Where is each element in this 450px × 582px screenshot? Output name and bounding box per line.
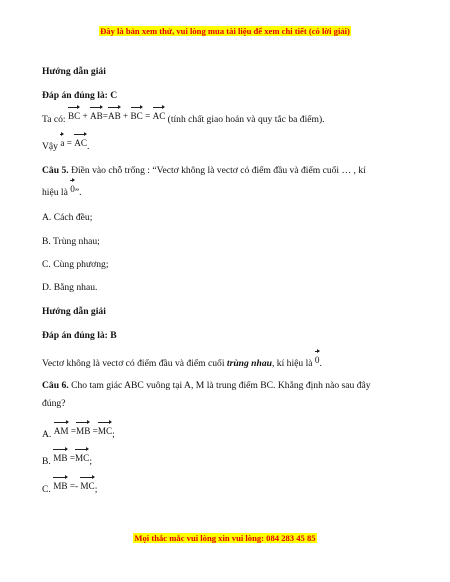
option-6-a-math (54, 426, 112, 436)
contact-banner-text: Mọi thắc mắc vui lòng xin vui lòng: 084 283 45 85 (134, 533, 316, 543)
guide-heading-2: Hướng dẫn giải (42, 306, 106, 317)
option-5-a: A. Cách đều; (42, 212, 93, 223)
zero-vector: 0 (70, 184, 75, 194)
question-5-label: Câu 5. (42, 165, 69, 176)
question-5-line1 (42, 165, 410, 177)
guide1-line1-suffix: (tính chất giao hoán và quy tắc ba điểm). (167, 114, 325, 125)
question-5-text-end: ”. (74, 187, 82, 198)
vector-bc-2: BC (130, 111, 143, 121)
vector-ac-2: AC (74, 138, 88, 148)
option-6-a (42, 428, 410, 441)
semicolon: ; (112, 429, 115, 440)
semicolon: ; (89, 456, 92, 467)
vector-mc: MC (75, 453, 90, 463)
question-5-line2 (42, 186, 410, 199)
question-6-label: Câu 6. (42, 380, 69, 391)
vector-ac: AC (152, 111, 166, 121)
preview-banner (0, 26, 450, 36)
guide1-line1-prefix: Ta có: (42, 114, 66, 125)
option-5-c: C. Cùng phương; (42, 259, 109, 270)
vector-a: a (60, 138, 65, 148)
contact-banner (0, 533, 450, 543)
vector-ab: AB (90, 111, 103, 121)
option-6-c (42, 483, 410, 496)
vector-mc: MC (80, 481, 95, 491)
question-5-text-2: hiệu là (42, 187, 68, 198)
vector-mb: MB (53, 453, 68, 463)
option-6-b-math (53, 453, 89, 463)
equals-sign-2: = (145, 111, 151, 121)
option-letter: C. (42, 484, 51, 495)
guide1-line2 (42, 140, 410, 153)
guide1-line2-prefix: Vậy (42, 141, 58, 152)
explanation-text: Vectơ không là vectơ có điểm đầu và điểm cuối (42, 358, 225, 369)
vector-mb: MB (76, 426, 91, 436)
semicolon: ; (94, 484, 98, 495)
question-6-line1 (42, 380, 410, 392)
guide2-explanation (42, 357, 410, 370)
vector-bc: BC (67, 111, 81, 121)
equals-sign: = (69, 481, 76, 491)
conclusion-equation (60, 138, 87, 148)
equals-sign-2: = (92, 426, 98, 436)
option-6-c-math (53, 481, 94, 491)
plus-sign-2: + (123, 111, 129, 121)
option-letter: B. (42, 456, 51, 467)
equals-sign: = (69, 453, 76, 463)
question-6-line2: đúng? (42, 398, 66, 409)
equals-sign: = (70, 426, 77, 436)
plus-sign: + (82, 111, 88, 121)
option-letter: A. (42, 429, 52, 440)
answer-line-1: Đáp án đúng là: C (42, 90, 118, 101)
vector-ab-2: AB (107, 111, 121, 121)
guide-heading-1: Hướng dẫn giải (42, 66, 106, 77)
question-5-text: Điền vào chỗ trống : “Vectơ không là vectơ có điểm đầu và điểm cuối … , kí (71, 165, 366, 176)
answer-line-2: Đáp án đúng là: B (42, 330, 117, 341)
period: . (87, 141, 90, 152)
vector-mb: MB (53, 481, 68, 491)
equals-sign: = (102, 111, 108, 121)
preview-banner-text: Đây là bản xem thử, vui lòng mua tài liệu để xem chi tiết (có lời giải) (100, 26, 350, 36)
explanation-mid: , kí hiệu là (272, 358, 313, 369)
explanation-end: . (319, 358, 322, 369)
vector-equation (68, 111, 168, 121)
option-6-b (42, 455, 410, 468)
question-6-text: Cho tam giác ABC vuông tại A, M là trung điểm BC. Khẳng định nào sau đây (71, 380, 371, 391)
zero-vector-2: 0 (314, 355, 320, 365)
option-5-d: D. Bằng nhau. (42, 282, 98, 293)
vector-mc: MC (97, 426, 113, 436)
vector-am: AM (53, 426, 69, 436)
guide1-line1 (42, 113, 410, 126)
equals-sign-3: = (66, 138, 72, 148)
explanation-emphasis: trùng nhau (226, 358, 272, 369)
minus-sign: - (75, 481, 79, 491)
option-5-b: B. Trùng nhau; (42, 236, 100, 247)
